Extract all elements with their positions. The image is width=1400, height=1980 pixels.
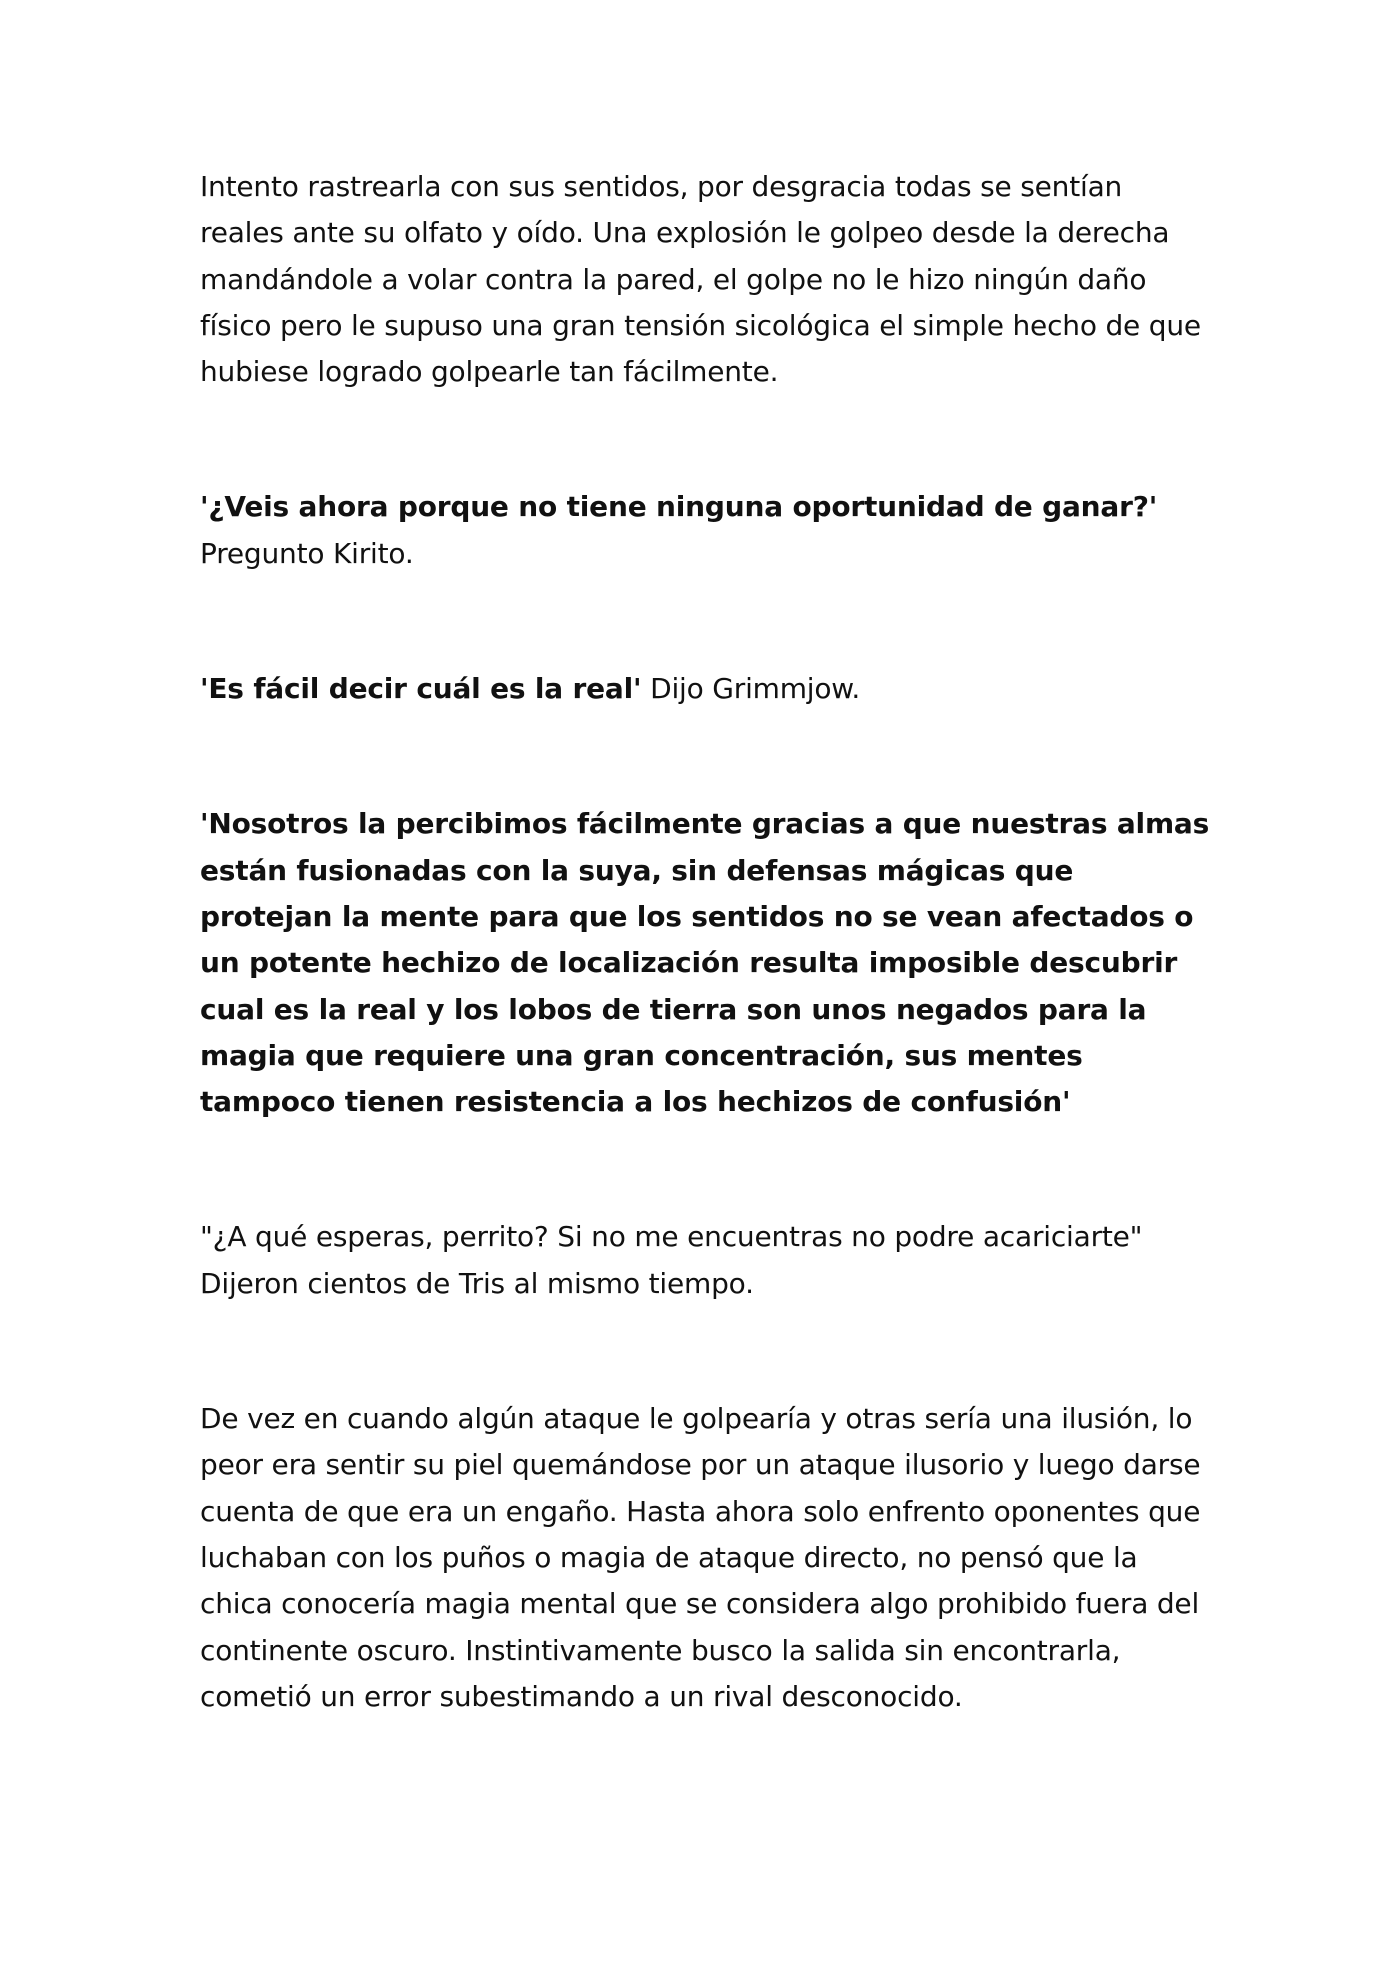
paragraph-dialogue-grimmjow: [200, 666, 1210, 712]
paragraph-dialogue-tris: "¿A qué esperas, perrito? Si no me encuentras no podre acariciarte" Dijeron cientos de Tris al mismo tiempo.: [200, 1220, 1143, 1300]
paragraph-narration-2: De vez en cuando algún ataque le golpearía y otras sería una ilusión, lo peor era sentir su piel quemándose por un ataque ilusorio y luego darse cuenta de que era un engaño. Hasta ahora solo enfrento oponentes que luchaban con los puños o magia de ataque directo, no pensó que la chica conocería magia mental que se considera algo prohibido fuera del continente oscuro. Instintivamente busco la salida sin encontrarla, cometió un error subestimando a un rival desconocido.: [200, 1402, 1201, 1713]
paragraph-dialogue-kirito: [200, 484, 1210, 577]
dialogue-grimmjow-attribution: Dijo Grimmjow.: [641, 672, 861, 706]
dialogue-kirito-attribution: Pregunto Kirito.: [200, 536, 414, 570]
paragraph-dialogue-explanation: 'Nosotros la percibimos fácilmente gracias a que nuestras almas están fusionadas con la suya, sin defensas mágicas que protejan la mente para que los sentidos no se vean afectados o un potente hechizo de localización resulta imposible descubrir cual es la real y los lobos de tierra son unos negados para la magia que requiere una gran concentración, sus mentes tampoco tienen resistencia a los hechizos de confusión': [200, 807, 1210, 1119]
document-page: [200, 164, 1210, 1720]
paragraph-narration-1: Intento rastrearla con sus sentidos, por desgracia todas se sentían reales ante su olfato y oído. Una explosión le golpeo desde la derecha mandándole a volar contra la pared, el golpe no le hizo ningún daño físico pero le supuso una gran tensión sicológica el simple hecho de que hubiese logrado golpearle tan fácilmente.: [200, 170, 1201, 389]
dialogue-kirito-quote: '¿Veis ahora porque no tiene ninguna oportunidad de ganar?': [200, 490, 1158, 524]
dialogue-grimmjow-quote: 'Es fácil decir cuál es la real': [200, 672, 642, 706]
